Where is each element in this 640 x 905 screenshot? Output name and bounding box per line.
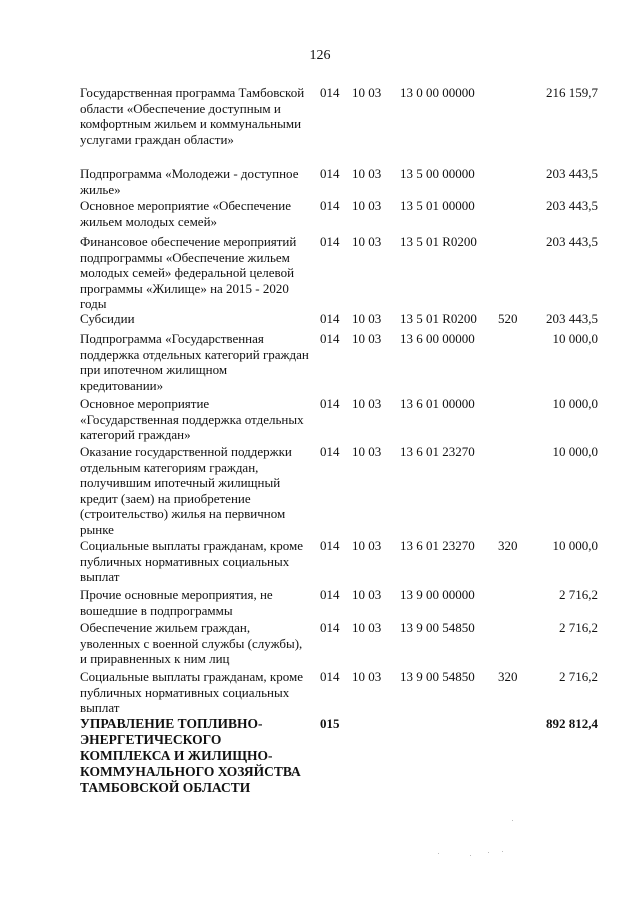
ved-code: 014	[320, 234, 340, 249]
row-name: Финансовое обеспечение мероприятий подпрограммы «Обеспечение жильем молодых семей» федеральной целевой программы «Жилище» на 2015 - 2020 годы	[80, 234, 297, 311]
amount: 2 716,2	[559, 669, 598, 684]
ved-code: 014	[320, 620, 340, 635]
row-name: Социальные выплаты гражданам, кроме публичных нормативных социальных выплат	[80, 538, 303, 584]
target-article-code: 13 6 01 23270	[400, 538, 475, 553]
row-name: Оказание государственной поддержки отдельным категориям граждан, получившим ипотечный жилищный кредит (заем) на приобретение (строительство) жилья на первичном рынке	[80, 444, 292, 537]
target-article-code: 13 9 00 00000	[400, 587, 475, 602]
amount: 203 443,5	[546, 234, 598, 249]
ved-code: 014	[320, 166, 340, 181]
ved-code: 015	[320, 716, 340, 731]
ved-code: 014	[320, 538, 340, 553]
section-code: 10 03	[352, 234, 382, 249]
row-name: Основное мероприятие «Обеспечение жильем молодых семей»	[80, 198, 292, 229]
target-article-code: 13 9 00 54850	[400, 669, 475, 684]
target-article-code: 13 5 01 00000	[400, 198, 475, 213]
section-code: 10 03	[352, 311, 382, 326]
section-code: 10 03	[352, 669, 382, 684]
target-article-code: 13 5 01 R0200	[400, 311, 477, 326]
ved-code: 014	[320, 331, 340, 346]
ved-code: 014	[320, 669, 340, 684]
page-number: 126	[309, 48, 331, 63]
section-code: 10 03	[352, 331, 382, 346]
section-code: 10 03	[352, 444, 382, 459]
ved-code: 014	[320, 587, 340, 602]
section-code: 10 03	[352, 620, 382, 635]
ved-code: 014	[320, 85, 340, 100]
section-code: 10 03	[352, 587, 382, 602]
row-name: Субсидии	[80, 311, 135, 326]
section-code: 10 03	[352, 85, 382, 100]
target-article-code: 13 9 00 54850	[400, 620, 475, 635]
amount: 203 443,5	[546, 166, 598, 181]
section-code: 10 03	[352, 166, 382, 181]
ved-code: 014	[320, 396, 340, 411]
section-code: 10 03	[352, 396, 382, 411]
target-article-code: 13 5 00 00000	[400, 166, 475, 181]
row-name: Социальные выплаты гражданам, кроме публичных нормативных социальных выплат	[80, 669, 303, 715]
amount: 203 443,5	[546, 198, 598, 213]
amount: 2 716,2	[559, 587, 598, 602]
row-name: Подпрограмма «Государственная поддержка отдельных категорий граждан при ипотечном жилищном кредитовании»	[80, 331, 309, 393]
row-name: Обеспечение жильем граждан, уволенных с военной службы (службы), и приравненных к ним лиц	[80, 620, 303, 666]
row-name: Подпрограмма «Молодежи - доступное жилье»	[80, 166, 299, 197]
target-article-code: 13 0 00 00000	[400, 85, 475, 100]
row-name: Государственная программа Тамбовской области «Обеспечение доступным и комфортным жильем и коммунальными услугами граждан области»	[80, 85, 305, 147]
expense-type-code: 320	[498, 538, 518, 553]
amount: 10 000,0	[552, 538, 598, 553]
amount: 216 159,7	[546, 85, 598, 100]
target-article-code: 13 5 01 R0200	[400, 234, 477, 249]
ved-code: 014	[320, 198, 340, 213]
row-name: Прочие основные мероприятия, не вошедшие в подпрограммы	[80, 587, 273, 618]
target-article-code: 13 6 01 00000	[400, 396, 475, 411]
target-article-code: 13 6 01 23270	[400, 444, 475, 459]
ved-code: 014	[320, 444, 340, 459]
expense-type-code: 320	[498, 669, 518, 684]
ved-code: 014	[320, 311, 340, 326]
amount: 2 716,2	[559, 620, 598, 635]
section-code: 10 03	[352, 538, 382, 553]
section-code: 10 03	[352, 198, 382, 213]
row-name: УПРАВЛЕНИЕ ТОПЛИВНО-ЭНЕРГЕТИЧЕСКОГО КОМПЛЕКСА И ЖИЛИЩНО-КОММУНАЛЬНОГО ХОЗЯЙСТВА ТАМБОВСКОЙ ОБЛАСТИ	[80, 716, 301, 795]
amount: 10 000,0	[552, 331, 598, 346]
row-name: Основное мероприятие «Государственная поддержка отдельных категорий граждан»	[80, 396, 304, 442]
expense-type-code: 520	[498, 311, 518, 326]
amount: 203 443,5	[546, 311, 598, 326]
amount: 10 000,0	[552, 396, 598, 411]
amount: 892 812,4	[546, 716, 598, 731]
amount: 10 000,0	[552, 444, 598, 459]
target-article-code: 13 6 00 00000	[400, 331, 475, 346]
